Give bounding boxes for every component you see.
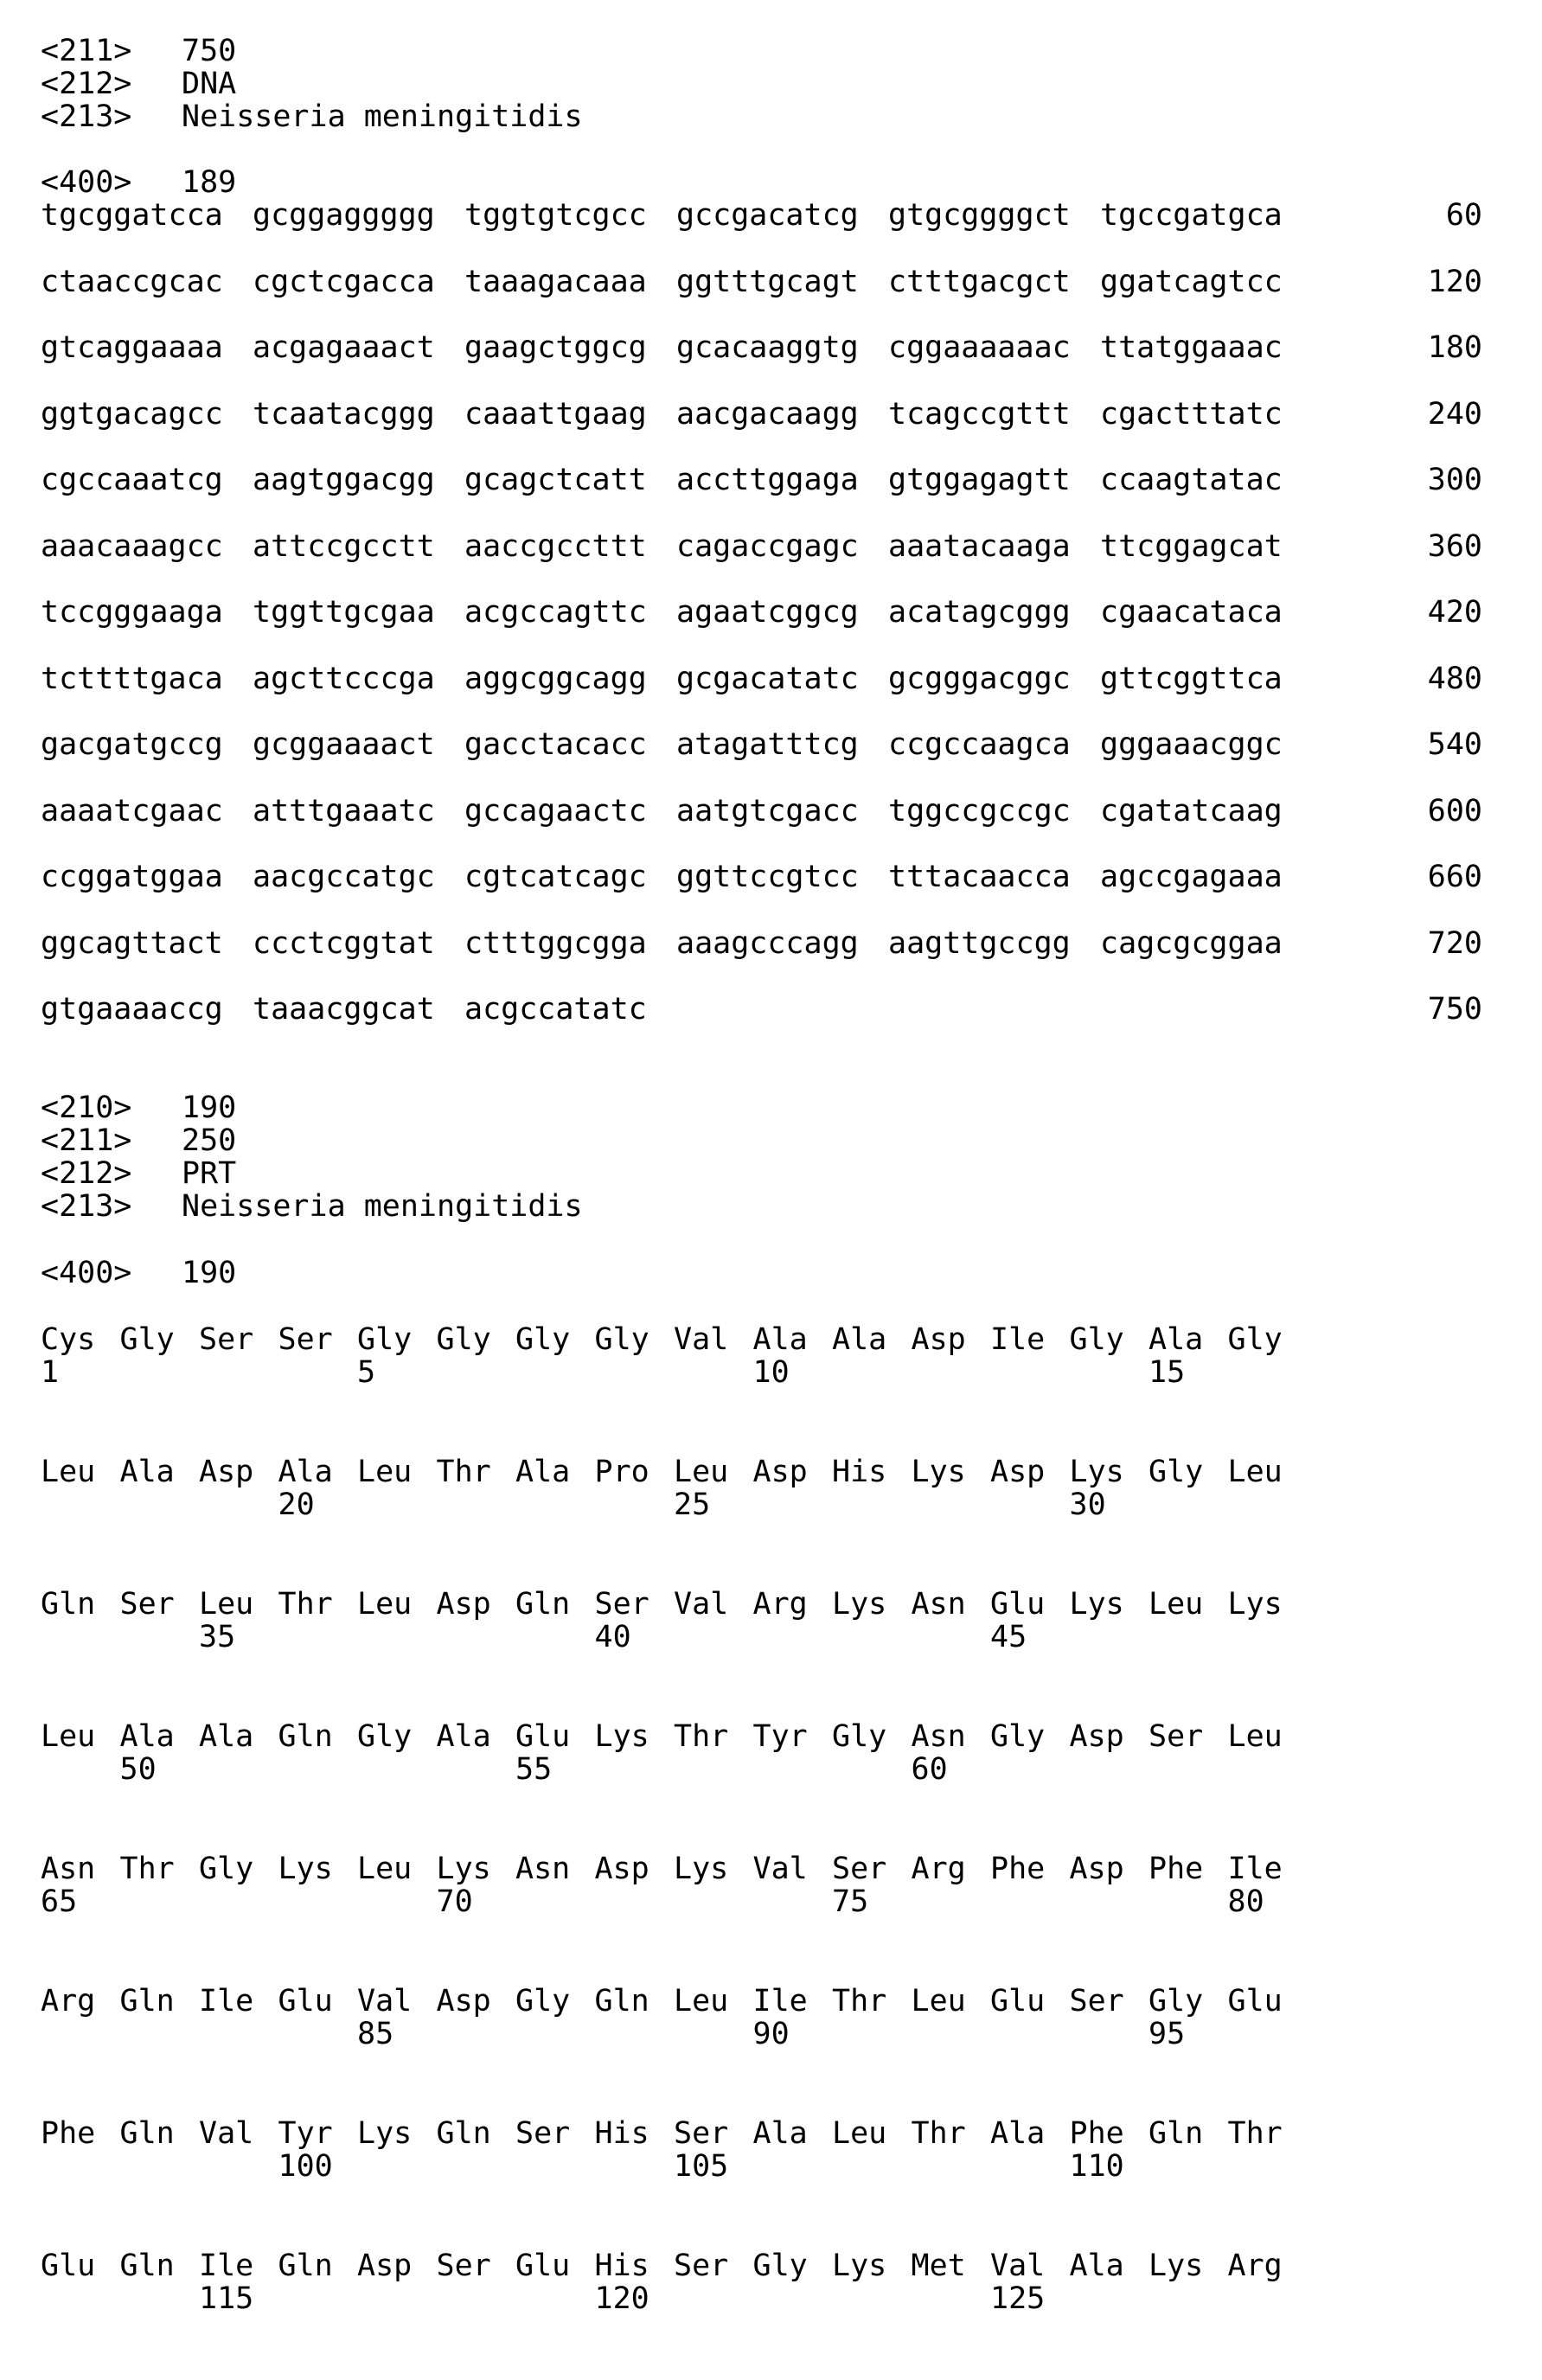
nucleotide-group: gccgacatcg [676, 198, 859, 233]
nucleotide-group: ggcagttact [41, 925, 223, 961]
amino-acid-residue: Gly [436, 1322, 491, 1357]
residue-position-number: 45 [990, 1620, 1027, 1654]
amino-acid-residue: Val [674, 1587, 729, 1622]
amino-acid-residue: Lys [436, 1852, 491, 1886]
protein-row [41, 2249, 1424, 2319]
amino-acid-residue: Gln [119, 2116, 175, 2151]
position-number: 240 [1427, 396, 1482, 432]
nucleotide-group: gacctacacc [464, 727, 647, 762]
residue-position-number: 90 [752, 2017, 790, 2051]
amino-acid-residue: Ala [436, 1719, 491, 1754]
amino-acid-residue: Leu [1227, 1455, 1283, 1489]
amino-acid-residue: Gln [119, 1984, 175, 2019]
nucleotide-group: tggccgccgc [888, 793, 1071, 829]
nucleotide-group: gtgaaaaccg [41, 992, 223, 1027]
dna-row [41, 662, 1511, 697]
amino-acid-residue: Thr [911, 2116, 966, 2151]
amino-acid-residue: Glu [515, 2249, 571, 2283]
sequence-id: 190 [182, 1091, 237, 1125]
amino-acid-residue: Lys [357, 2116, 413, 2151]
amino-acid-residue: Ser [515, 2116, 571, 2151]
organism: Neisseria meningitidis [182, 99, 583, 134]
amino-acid-residue: Ser [594, 1587, 649, 1622]
nucleotide-group: tcaatacggg [253, 396, 435, 432]
sequence-id-400: 190 [182, 1256, 237, 1290]
amino-acid-residue: Ala [1149, 1322, 1204, 1357]
nucleotide-group: gcgacatatc [676, 661, 859, 696]
amino-acid-residue: Thr [278, 1587, 333, 1622]
organism: Neisseria meningitidis [182, 1189, 583, 1224]
amino-acid-residue: Thr [436, 1455, 491, 1489]
amino-acid-residue: Gly [1149, 1984, 1204, 2019]
amino-acid-residue: Leu [357, 1455, 413, 1489]
amino-acid-residue: Arg [41, 1984, 96, 2019]
residue-position-number: 30 [1069, 1488, 1106, 1522]
amino-acid-residue: Leu [357, 1587, 413, 1622]
nucleotide-group: aggcggcagg [464, 661, 647, 696]
field-tag-400: <400> [41, 1256, 132, 1290]
amino-acid-residue: Ala [752, 2116, 808, 2151]
residue-position-number: 100 [278, 2149, 333, 2184]
dna-row [41, 530, 1511, 565]
amino-acid-residue: Ala [278, 1455, 333, 1489]
amino-acid-residue: Leu [1227, 1719, 1283, 1754]
nucleotide-group: gaagctggcg [464, 330, 647, 365]
amino-acid-residue: Gln [436, 2116, 491, 2151]
nucleotide-group: agaatcggcg [676, 595, 859, 630]
residue-position-number: 50 [119, 1752, 157, 1787]
protein-row [41, 1588, 1424, 1657]
nucleotide-group: cgtcatcagc [464, 860, 647, 894]
amino-acid-residue: Gly [357, 1719, 413, 1754]
amino-acid-residue: Ile [752, 1984, 808, 2019]
residue-position-number: 120 [594, 2281, 649, 2316]
amino-acid-residue: Val [199, 2116, 254, 2151]
amino-acid-residue: Ile [199, 1984, 254, 2019]
dna-row [41, 795, 1511, 829]
amino-acid-residue: Arg [752, 1587, 808, 1622]
amino-acid-residue: Gln [515, 1587, 571, 1622]
nucleotide-group: ggtttgcagt [676, 264, 859, 299]
amino-acid-residue: Gln [119, 2249, 175, 2283]
nucleotide-group: gcggaaaact [253, 727, 435, 762]
residue-position-number: 55 [515, 1752, 553, 1787]
amino-acid-residue: Glu [278, 1984, 333, 2019]
position-number: 180 [1427, 330, 1482, 365]
amino-acid-residue: Asp [436, 1984, 491, 2019]
nucleotide-group: ggtgacagcc [41, 396, 223, 432]
position-number: 360 [1427, 528, 1482, 564]
nucleotide-group: aacgccatgc [253, 860, 435, 894]
field-tag-211: <211> [41, 34, 132, 68]
protein-row [41, 1323, 1424, 1392]
amino-acid-residue: Gly [752, 2249, 808, 2283]
dna-row [41, 993, 1511, 1027]
residue-position-number: 125 [990, 2281, 1046, 2316]
amino-acid-residue: Asp [752, 1455, 808, 1489]
amino-acid-residue: Ile [199, 2249, 254, 2283]
residue-position-number: 85 [357, 2017, 394, 2051]
nucleotide-group: gtcaggaaaa [41, 330, 223, 365]
amino-acid-residue: Asp [1069, 1719, 1124, 1754]
position-number: 540 [1427, 727, 1482, 762]
residue-position-number: 110 [1069, 2149, 1124, 2184]
amino-acid-residue: Gln [41, 1587, 96, 1622]
amino-acid-residue: Val [674, 1322, 729, 1357]
nucleotide-group: cgctcgacca [253, 264, 435, 299]
amino-acid-residue: Ala [119, 1719, 175, 1754]
sequence-type: PRT [182, 1156, 237, 1191]
amino-acid-residue: His [832, 1455, 887, 1489]
dna-row [41, 861, 1511, 895]
amino-acid-residue: Asp [1069, 1852, 1124, 1886]
amino-acid-residue: Gly [515, 1984, 571, 2019]
nucleotide-group: agcttcccga [253, 661, 435, 696]
amino-acid-residue: Leu [832, 2116, 887, 2151]
dna-row [41, 728, 1511, 763]
amino-acid-residue: Gly [119, 1322, 175, 1357]
nucleotide-group: cagaccgagc [676, 528, 859, 564]
amino-acid-residue: Leu [674, 1984, 729, 2019]
nucleotide-group: acgccatatc [464, 992, 647, 1027]
nucleotide-group: aaccgccttt [464, 528, 647, 564]
nucleotide-group: accttggaga [676, 463, 859, 497]
nucleotide-group: gcgggacggc [888, 661, 1071, 696]
nucleotide-group: cggaaaaaac [888, 330, 1071, 365]
amino-acid-residue: Leu [1149, 1587, 1204, 1622]
residue-position-number: 10 [752, 1355, 790, 1390]
nucleotide-group: ttatggaaac [1100, 330, 1283, 365]
nucleotide-group: taaacggcat [253, 992, 435, 1027]
amino-acid-residue: Asp [990, 1455, 1046, 1489]
amino-acid-residue: Gln [594, 1984, 649, 2019]
sequence-type: DNA [182, 67, 237, 101]
nucleotide-group: gggaaacggc [1100, 727, 1283, 762]
dna-row [41, 464, 1511, 498]
amino-acid-residue: Lys [1069, 1455, 1124, 1489]
amino-acid-residue: Ile [1227, 1852, 1283, 1886]
nucleotide-group: aatgtcgacc [676, 793, 859, 829]
amino-acid-residue: Asp [594, 1852, 649, 1886]
amino-acid-residue: Ala [1069, 2249, 1124, 2283]
residue-position-number: 80 [1227, 1884, 1264, 1919]
amino-acid-residue: Gln [278, 2249, 333, 2283]
field-tag-211: <211> [41, 1123, 132, 1158]
nucleotide-group: aaagcccagg [676, 925, 859, 961]
amino-acid-residue: Thr [674, 1719, 729, 1754]
residue-position-number: 115 [199, 2281, 254, 2316]
amino-acid-residue: Tyr [752, 1719, 808, 1754]
nucleotide-group: ccgccaagca [888, 727, 1071, 762]
amino-acid-residue: Asp [199, 1455, 254, 1489]
amino-acid-residue: Arg [911, 1852, 966, 1886]
amino-acid-residue: His [594, 2116, 649, 2151]
amino-acid-residue: Lys [278, 1852, 333, 1886]
nucleotide-group: gtggagagtt [888, 463, 1071, 497]
position-number: 600 [1427, 793, 1482, 829]
amino-acid-residue: Phe [990, 1852, 1046, 1886]
position-number: 300 [1427, 463, 1482, 497]
residue-position-number: 70 [436, 1884, 473, 1919]
nucleotide-group: gcacaaggtg [676, 330, 859, 365]
nucleotide-group: tcttttgaca [41, 661, 223, 696]
amino-acid-residue: Gly [990, 1719, 1046, 1754]
residue-position-number: 20 [278, 1488, 315, 1522]
nucleotide-group: tgcggatcca [41, 198, 223, 233]
amino-acid-residue: Glu [515, 1719, 571, 1754]
amino-acid-residue: Glu [990, 1587, 1046, 1622]
amino-acid-residue: Ala [119, 1455, 175, 1489]
position-number: 120 [1427, 264, 1482, 299]
nucleotide-group: gtgcggggct [888, 198, 1071, 233]
dna-row [41, 199, 1511, 234]
protein-row [41, 2117, 1424, 2186]
residue-position-number: 40 [594, 1620, 631, 1654]
dna-row [41, 927, 1511, 962]
amino-acid-residue: Leu [357, 1852, 413, 1886]
sequence-length: 750 [182, 34, 237, 68]
field-tag-212: <212> [41, 1156, 132, 1191]
residue-position-number: 75 [832, 1884, 869, 1919]
position-number: 480 [1427, 661, 1482, 696]
amino-acid-residue: Ser [832, 1852, 887, 1886]
nucleotide-group: attccgcctt [253, 528, 435, 564]
nucleotide-group: tgccgatgca [1100, 198, 1283, 233]
residue-position-number: 95 [1149, 2017, 1186, 2051]
nucleotide-group: atagatttcg [676, 727, 859, 762]
amino-acid-residue: His [594, 2249, 649, 2283]
amino-acid-residue: Lys [1069, 1587, 1124, 1622]
nucleotide-group: ctttggcgga [464, 925, 647, 961]
amino-acid-residue: Lys [1227, 1587, 1283, 1622]
nucleotide-group: cgaacataca [1100, 595, 1283, 630]
amino-acid-residue: Asp [436, 1587, 491, 1622]
amino-acid-residue: Thr [119, 1852, 175, 1886]
amino-acid-residue: Gly [594, 1322, 649, 1357]
amino-acid-residue: Ser [436, 2249, 491, 2283]
nucleotide-group: tcagccgttt [888, 396, 1071, 432]
nucleotide-group: caaattgaag [464, 396, 647, 432]
nucleotide-group: ggatcagtcc [1100, 264, 1283, 299]
amino-acid-residue: Gly [515, 1322, 571, 1357]
amino-acid-residue: Ala [515, 1455, 571, 1489]
sequence-length: 250 [182, 1123, 237, 1158]
amino-acid-residue: Ala [752, 1322, 808, 1357]
amino-acid-residue: Phe [1149, 1852, 1204, 1886]
amino-acid-residue: Val [357, 1984, 413, 2019]
protein-row [41, 1456, 1424, 1525]
field-tag-400: <400> [41, 165, 132, 200]
amino-acid-residue: Gly [199, 1852, 254, 1886]
nucleotide-group: aaacaaagcc [41, 528, 223, 564]
amino-acid-residue: Asp [911, 1322, 966, 1357]
nucleotide-group: ccctcggtat [253, 925, 435, 961]
nucleotide-group: cgccaaatcg [41, 463, 223, 497]
dna-row [41, 331, 1511, 366]
amino-acid-residue: Ser [199, 1322, 254, 1357]
nucleotide-group: ctaaccgcac [41, 264, 223, 299]
nucleotide-group: atttgaaatc [253, 793, 435, 829]
nucleotide-group: acgccagttc [464, 595, 647, 630]
position-number: 660 [1427, 860, 1482, 894]
nucleotide-group: gacgatgccg [41, 727, 223, 762]
nucleotide-group: cagcgcggaa [1100, 925, 1283, 961]
amino-acid-residue: Cys [41, 1322, 96, 1357]
position-number: 750 [1427, 992, 1482, 1027]
amino-acid-residue: Ala [832, 1322, 887, 1357]
amino-acid-residue: Gly [832, 1719, 887, 1754]
amino-acid-residue: Ser [674, 2249, 729, 2283]
field-tag-212: <212> [41, 67, 132, 101]
amino-acid-residue: Phe [41, 2116, 96, 2151]
position-number: 720 [1427, 925, 1482, 961]
dna-row [41, 266, 1511, 300]
amino-acid-residue: Phe [1069, 2116, 1124, 2151]
field-tag-213: <213> [41, 1189, 132, 1224]
position-number: 60 [1445, 198, 1482, 233]
nucleotide-group: ggttccgtcc [676, 860, 859, 894]
residue-position-number: 35 [199, 1620, 236, 1654]
nucleotide-group: aaaatcgaac [41, 793, 223, 829]
amino-acid-residue: Thr [1227, 2116, 1283, 2151]
field-tag-213: <213> [41, 99, 132, 134]
nucleotide-group: gcggaggggg [253, 198, 435, 233]
amino-acid-residue: Val [752, 1852, 808, 1886]
amino-acid-residue: Gly [1227, 1322, 1283, 1357]
amino-acid-residue: Arg [1227, 2249, 1283, 2283]
nucleotide-group: aagttgccgg [888, 925, 1071, 961]
nucleotide-group: tggtgtcgcc [464, 198, 647, 233]
amino-acid-residue: Lys [594, 1719, 649, 1754]
residue-position-number: 105 [674, 2149, 729, 2184]
amino-acid-residue: Leu [674, 1455, 729, 1489]
amino-acid-residue: Glu [1227, 1984, 1283, 2019]
nucleotide-group: acgagaaact [253, 330, 435, 365]
amino-acid-residue: Ser [1069, 1984, 1124, 2019]
nucleotide-group: aacgacaagg [676, 396, 859, 432]
nucleotide-group: cgactttatc [1100, 396, 1283, 432]
amino-acid-residue: Gln [1149, 2116, 1204, 2151]
amino-acid-residue: Val [990, 2249, 1046, 2283]
nucleotide-group: tccgggaaga [41, 595, 223, 630]
amino-acid-residue: Gly [1069, 1322, 1124, 1357]
nucleotide-group: ccggatggaa [41, 860, 223, 894]
amino-acid-residue: Met [911, 2249, 966, 2283]
position-number: 420 [1427, 595, 1482, 630]
nucleotide-group: gttcggttca [1100, 661, 1283, 696]
residue-position-number: 25 [674, 1488, 711, 1522]
dna-row [41, 596, 1511, 630]
amino-acid-residue: Gly [1149, 1455, 1204, 1489]
sequence-id: 189 [182, 165, 237, 200]
amino-acid-residue: Gly [357, 1322, 413, 1357]
nucleotide-group: tttacaacca [888, 860, 1071, 894]
nucleotide-group: aagtggacgg [253, 463, 435, 497]
amino-acid-residue: Ser [1149, 1719, 1204, 1754]
residue-position-number: 1 [41, 1355, 60, 1390]
protein-row [41, 1720, 1424, 1789]
amino-acid-residue: Ser [674, 2116, 729, 2151]
nucleotide-group: agccgagaaa [1100, 860, 1283, 894]
protein-row [41, 1852, 1424, 1922]
residue-position-number: 15 [1149, 1355, 1186, 1390]
amino-acid-residue: Leu [41, 1719, 96, 1754]
nucleotide-group: tggttgcgaa [253, 595, 435, 630]
amino-acid-residue: Asn [911, 1719, 966, 1754]
nucleotide-group: cgatatcaag [1100, 793, 1283, 829]
protein-row [41, 1985, 1424, 2054]
nucleotide-group: ttcggagcat [1100, 528, 1283, 564]
amino-acid-residue: Asn [515, 1852, 571, 1886]
field-tag-210: <210> [41, 1091, 132, 1125]
nucleotide-group: gccagaactc [464, 793, 647, 829]
nucleotide-group: taaagacaaa [464, 264, 647, 299]
amino-acid-residue: Asn [911, 1587, 966, 1622]
nucleotide-group: ccaagtatac [1100, 463, 1283, 497]
amino-acid-residue: Lys [1149, 2249, 1204, 2283]
amino-acid-residue: Ala [990, 2116, 1046, 2151]
amino-acid-residue: Asp [357, 2249, 413, 2283]
nucleotide-group: ctttgacgct [888, 264, 1071, 299]
dna-row [41, 398, 1511, 432]
amino-acid-residue: Leu [199, 1587, 254, 1622]
amino-acid-residue: Thr [832, 1984, 887, 2019]
amino-acid-residue: Lys [911, 1455, 966, 1489]
amino-acid-residue: Ala [199, 1719, 254, 1754]
amino-acid-residue: Leu [911, 1984, 966, 2019]
nucleotide-group: acatagcggg [888, 595, 1071, 630]
amino-acid-residue: Glu [41, 2249, 96, 2283]
amino-acid-residue: Lys [674, 1852, 729, 1886]
amino-acid-residue: Glu [990, 1984, 1046, 2019]
nucleotide-group: gcagctcatt [464, 463, 647, 497]
amino-acid-residue: Gln [278, 1719, 333, 1754]
amino-acid-residue: Tyr [278, 2116, 333, 2151]
amino-acid-residue: Ser [278, 1322, 333, 1357]
amino-acid-residue: Asn [41, 1852, 96, 1886]
residue-position-number: 65 [41, 1884, 78, 1919]
residue-position-number: 60 [911, 1752, 948, 1787]
amino-acid-residue: Leu [41, 1455, 96, 1489]
amino-acid-residue: Pro [594, 1455, 649, 1489]
amino-acid-residue: Ile [990, 1322, 1046, 1357]
residue-position-number: 5 [357, 1355, 376, 1390]
amino-acid-residue: Lys [832, 2249, 887, 2283]
amino-acid-residue: Lys [832, 1587, 887, 1622]
amino-acid-residue: Ser [119, 1587, 175, 1622]
nucleotide-group: aaatacaaga [888, 528, 1071, 564]
